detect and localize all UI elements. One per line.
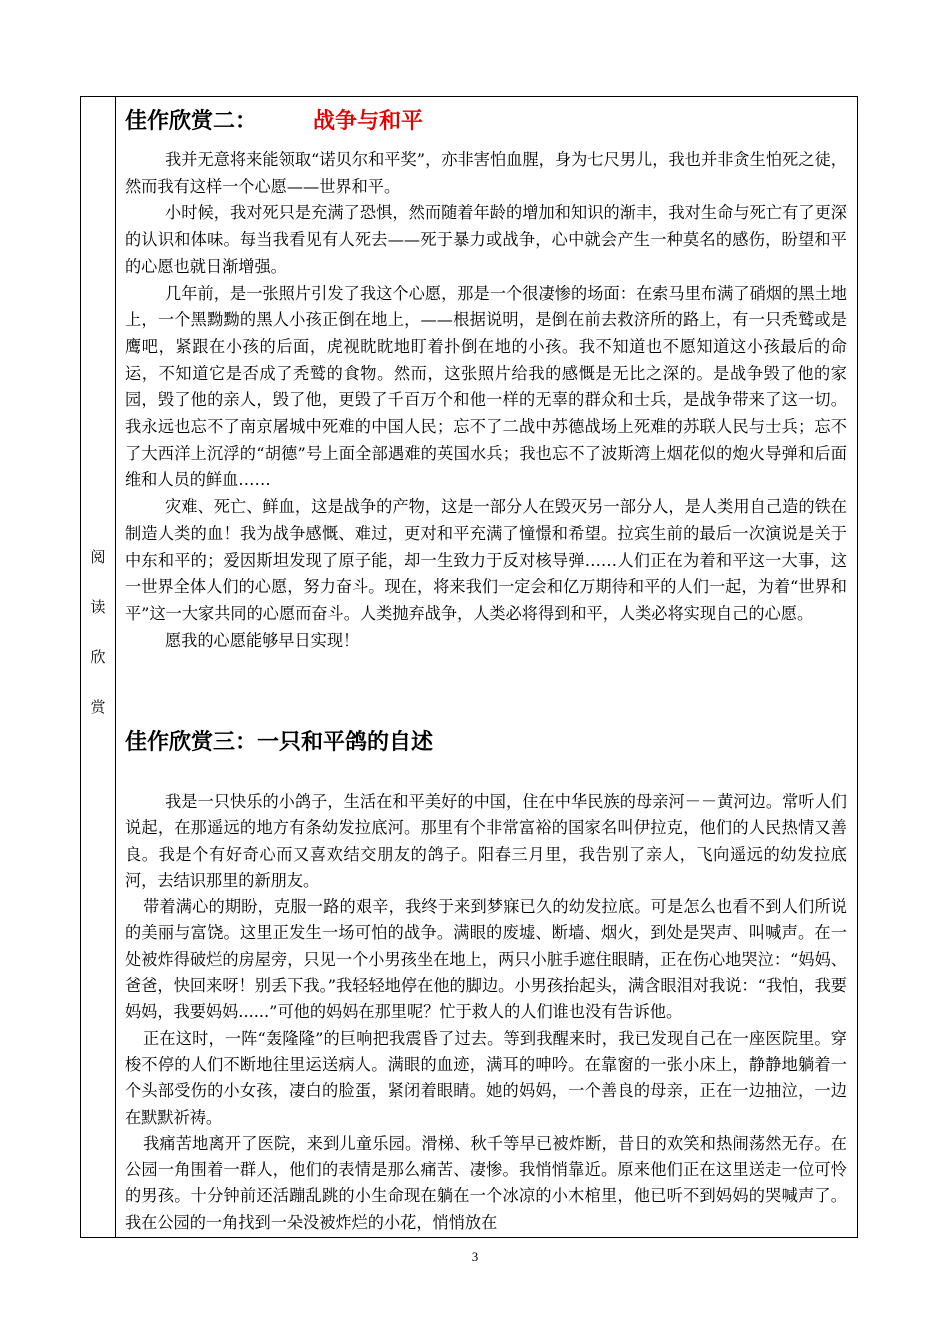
page-table: [80, 96, 858, 1238]
paragraph: 小时候，我对死只是充满了恐惧，然而随着年龄的增加和知识的渐丰，我对生命与死亡有了更深的认识和体味。每当我看见有人死去——死于暴力或战争，心中就会产生一种莫名的感伤，盼望和平的心愿也就日渐增强。: [125, 203, 847, 276]
paragraph: 我痛苦地离开了医院，来到儿童乐园。滑梯、秋千等早已被炸断，昔日的欢笑和热闹荡然无存。在公园一角围着一群人，他们的表情是那么痛苦、凄惨。我悄悄靠近。原来他们正在这里送走一位可怜的男孩。十分钟前还活蹦乱跳的小生命现在躺在一个冰凉的小木棺里，他已听不到妈妈的哭喊声了。我在公园的一角找到一朵没被炸烂的小花，悄悄放在: [125, 1133, 847, 1232]
side-label-char: 读: [90, 598, 106, 616]
section2-heading: [125, 109, 423, 135]
section2-body: [125, 147, 847, 654]
paragraph: 我并无意将来能领取“诺贝尔和平奖”，亦非害怕血腥，身为七尺男儿，我也并非贪生怕死之徒，然而我有这样一个心愿——世界和平。: [125, 150, 847, 196]
side-label-char: 欣: [90, 648, 106, 666]
page-number: 3: [471, 1249, 479, 1264]
section2-heading-prefix: 佳作欣赏二：: [125, 109, 258, 134]
section2-heading-title: 战争与和平: [313, 109, 424, 134]
section3-heading: 佳作欣赏三：一只和平鸽的自述: [125, 730, 434, 755]
paragraph: 带着满心的期盼，克服一路的艰辛，我终于来到梦寐已久的幼发拉底。可是怎么也看不到人们所说的美丽与富饶。这里正发生一场可怕的战争。满眼的废墟、断墙、烟火，到处是哭声、叫喊声。在一处被炸得破烂的房屋旁，只见一个小男孩坐在地上，两只小脏手遮住眼睛，正在伤心地哭泣：“妈妈、爸爸，快回来呀！别丢下我。”我轻轻地停在他的脚边。小男孩抬起头，满含眼泪对我说：“我怕，我要妈妈，我要妈妈......”可他的妈妈在那里呢？忙于救人的人们谁也没有告诉他。: [125, 897, 847, 1022]
paragraph: 我是一只快乐的小鸽子，生活在和平美好的中国，住在中华民族的母亲河－－黄河边。常听人们说起，在那遥远的地方有条幼发拉底河。那里有个非常富裕的国家名叫伊拉克，他们的人民热情又善良。我是个有好奇心而又喜欢结交朋友的鸽子。阳春三月里，我告别了亲人，飞向遥远的幼发拉底河，去结识那里的新朋友。: [125, 792, 847, 890]
side-label-char: 阅: [90, 548, 106, 566]
paragraph: 几年前，是一张照片引发了我这个心愿，那是一个很凄惨的场面：在索马里布满了硝烟的黑土地上，一个黑黝黝的黑人小孩正倒在地上，——根据说明，是倒在前去救济所的路上，有一只秃鹫或是鹰吧，紧跟在小孩的后面，虎视眈眈地盯着扑倒在地的小孩。我不知道也不愿知道这小孩最后的命运，不知道它是否成了秃鹫的食物。然而，这张照片给我的感慨是无比之深的。是战争毁了他的家园，毁了他的亲人，毁了他，更毁了千百万个和他一样的无辜的群众和士兵，是战争带来了这一切。我永远也忘不了南京屠城中死难的中国人民；忘不了二战中苏德战场上死难的苏联人民与士兵；忘不了大西洋上沉浮的“胡德”号上面全部遇难的英国水兵；我也忘不了波斯湾上烟花似的炮火导弹和后面维和人员的鲜血……: [125, 283, 847, 490]
section3-body: [125, 789, 847, 1236]
side-label-column: [81, 97, 116, 1237]
side-label-char: 赏: [90, 698, 106, 716]
paragraph: 正在这时，一阵“轰隆隆”的巨响把我震昏了过去。等到我醒来时，我已发现自己在一座医院里。穿梭不停的人们不断地往里运送病人。满眼的血迹，满耳的呻吟。在靠窗的一张小床上，静静地躺着一个头部受伤的小女孩，凄白的脸蛋，紧闭着眼睛。她的妈妈，一个善良的母亲，正在一边抽泣，一边在默默祈祷。: [125, 1028, 847, 1127]
paragraph: 灾难、死亡、鲜血，这是战争的产物，这是一部分人在毁灭另一部分人，是人类用自己造的铁在制造人类的血！我为战争感慨、难过，更对和平充满了憧憬和希望。拉宾生前的最后一次演说是关于中东和平的；爱因斯坦发现了原子能，却一生致力于反对核导弹……人们正在为着和平这一大事，这一世界全体人们的心愿，努力奋斗。现在，将来我们一定会和亿万期待和平的人们一起，为着“世界和平”这一大家共同的心愿而奋斗。人类抛弃战争，人类必将得到和平，人类必将实现自己的心愿。: [125, 497, 847, 623]
paragraph: 愿我的心愿能够早日实现！: [165, 630, 360, 650]
